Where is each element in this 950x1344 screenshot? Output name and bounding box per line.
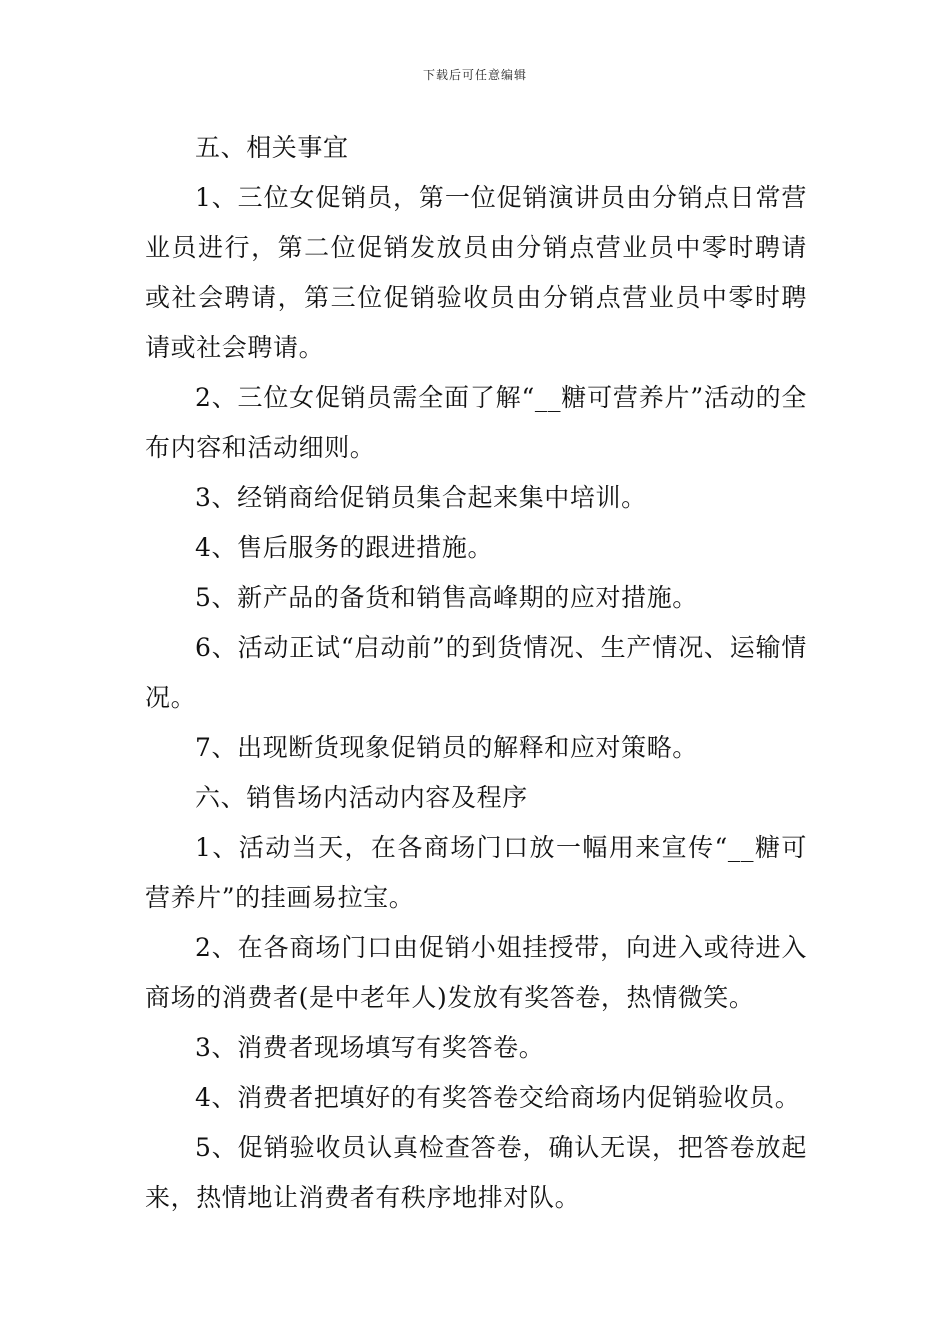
paragraph: 1、三位女促销员，第一位促销演讲员由分销点日常营业员进行，第二位促销发放员由分销点营业员中零时聘请或社会聘请，第三位促销验收员由分销点营业员中零时聘请或社会聘请。 bbox=[145, 183, 807, 362]
paragraph: 4、消费者把填好的有奖答卷交给商场内促销验收员。 bbox=[195, 1083, 801, 1112]
paragraph: 2、三位女促销员需全面了解“__糖可营养片”活动的全布内容和活动细则。 bbox=[145, 383, 807, 462]
paragraph: 3、经销商给促销员集合起来集中培训。 bbox=[195, 483, 647, 512]
paragraph: 6、活动正试“启动前”的到货情况、生产情况、运输情况。 bbox=[145, 633, 807, 712]
paragraph: 2、在各商场门口由促销小姐挂授带，向进入或待进入商场的消费者(是中老年人)发放有奖答卷，热情微笑。 bbox=[145, 933, 807, 1012]
paragraph: 7、出现断货现象促销员的解释和应对策略。 bbox=[195, 733, 698, 762]
paragraph: 1、活动当天，在各商场门口放一幅用来宣传“__糖可营养片”的挂画易拉宝。 bbox=[145, 833, 807, 912]
document-body bbox=[145, 123, 807, 1223]
paragraph: 3、消费者现场填写有奖答卷。 bbox=[195, 1033, 545, 1062]
paragraph: 5、促销验收员认真检查答卷，确认无误，把答卷放起来，热情地让消费者有秩序地排对队。 bbox=[145, 1133, 807, 1212]
section-heading-six: 六、销售场内活动内容及程序 bbox=[195, 783, 528, 812]
page-header: 下载后可任意编辑 bbox=[422, 68, 527, 82]
section-heading-five: 五、相关事宜 bbox=[195, 133, 349, 162]
paragraph: 4、售后服务的跟进措施。 bbox=[195, 533, 494, 562]
paragraph: 5、新产品的备货和销售高峰期的应对措施。 bbox=[195, 583, 698, 612]
